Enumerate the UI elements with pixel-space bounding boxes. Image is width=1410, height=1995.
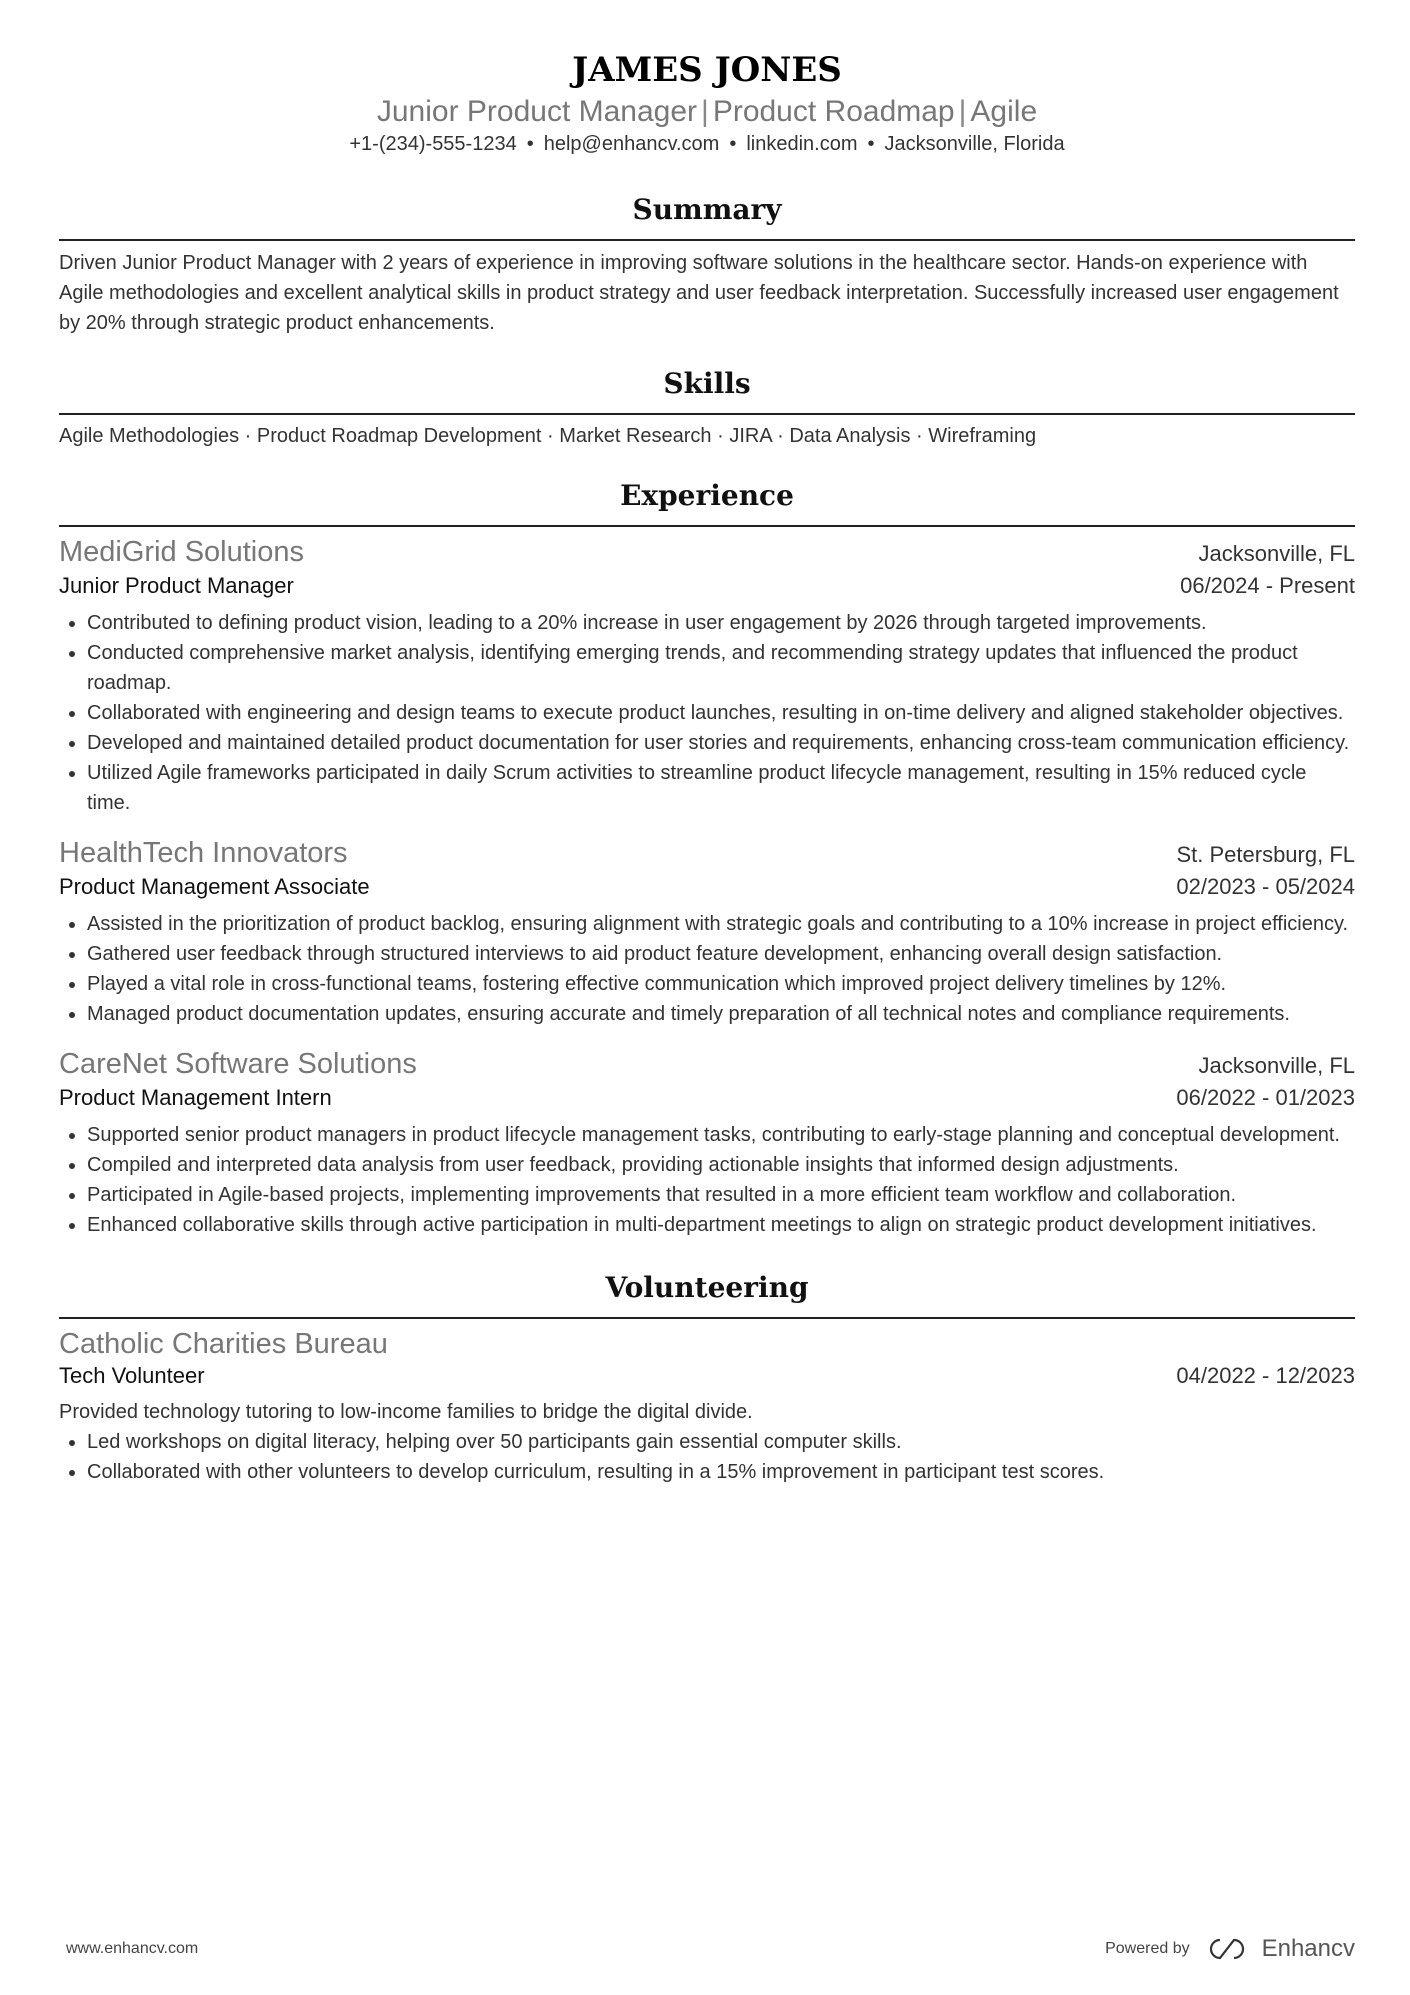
phone: +1-(234)-555-1234 bbox=[349, 133, 517, 155]
job-dates: 06/2024 - Present bbox=[1180, 573, 1355, 598]
bullet: • Developed and maintained detailed product documentation for user stories and requirements, enhancing cross-team communication efficiency. bbox=[87, 728, 1355, 758]
bullet: • Collaborated with other volunteers to develop curriculum, resulting in a 15% improvement in participant test scores. bbox=[87, 1457, 1355, 1487]
job-location: Jacksonville, FL bbox=[1198, 541, 1355, 566]
bullet: • Played a vital role in cross-functional teams, fostering effective communication which improved project delivery timelines by 12%. bbox=[87, 969, 1355, 999]
headline-title: Junior Product Manager bbox=[376, 95, 698, 128]
job-bullets bbox=[59, 608, 1355, 818]
resume-page bbox=[59, 48, 1355, 1487]
bullet: • Collaborated with engineering and design teams to execute product launches, resulting in on-time delivery and aligned stakeholder objectives. bbox=[87, 698, 1355, 728]
job-title: Junior Product Manager bbox=[59, 573, 294, 598]
bullet: • Managed product documentation updates, ensuring accurate and timely preparation of all technical notes and compliance requirements. bbox=[87, 999, 1355, 1029]
brand-name: Enhancv bbox=[1261, 1935, 1355, 1962]
volunteer-bullets bbox=[59, 1427, 1355, 1487]
bullet: • Led workshops on digital literacy, helping over 50 participants gain essential computer skills. bbox=[87, 1427, 1355, 1457]
bullet: • Gathered user feedback through structured interviews to aid product feature development, enhancing overall design satisfaction. bbox=[87, 939, 1355, 969]
job-dates: 02/2023 - 05/2024 bbox=[1176, 874, 1355, 899]
job-dates: 06/2022 - 01/2023 bbox=[1176, 1085, 1355, 1110]
bullet: • Supported senior product managers in product lifecycle management tasks, contributing to early-stage planning and conceptual development. bbox=[87, 1120, 1355, 1150]
volunteer-entry bbox=[59, 1327, 1355, 1487]
volunteer-org: Catholic Charities Bureau bbox=[59, 1328, 388, 1360]
summary-heading: Summary bbox=[59, 190, 1355, 241]
bullet: • Utilized Agile frameworks participated in daily Scrum activities to streamline product lifecycle management, resulting in 15% reduced cycle time. bbox=[87, 758, 1355, 818]
bullet: • Enhanced collaborative skills through active participation in multi-department meetings to align on strategic product development initiatives. bbox=[87, 1210, 1355, 1240]
company-name: MediGrid Solutions bbox=[59, 536, 304, 568]
experience-list bbox=[59, 535, 1355, 1240]
experience-heading: Experience bbox=[59, 476, 1355, 527]
headline-title: Agile bbox=[970, 95, 1038, 128]
email-link[interactable]: help@enhancv.com bbox=[543, 133, 720, 155]
job-title: Product Management Associate bbox=[59, 874, 370, 899]
volunteer-dates: 04/2022 - 12/2023 bbox=[1176, 1363, 1355, 1388]
website-link[interactable]: www.enhancv.com bbox=[66, 1940, 199, 1957]
bullet: • Compiled and interpreted data analysis from user feedback, providing actionable insights that informed design adjustments. bbox=[87, 1150, 1355, 1180]
candidate-name: JAMES JONES bbox=[572, 50, 842, 90]
headline: Junior Product Manager | Product Roadmap | Agile bbox=[376, 95, 1038, 128]
bullet: • Conducted comprehensive market analysis, identifying emerging trends, and recommending strategy updates that influenced the product roadmap. bbox=[87, 638, 1355, 698]
powered-by-label: Powered by bbox=[1105, 1940, 1190, 1957]
job-entry bbox=[59, 836, 1355, 1029]
volunteer-description: Provided technology tutoring to low-income families to bridge the digital divide. bbox=[59, 1401, 753, 1423]
job-bullets bbox=[59, 1120, 1355, 1240]
job-bullets bbox=[59, 909, 1355, 1029]
location: Jacksonville, Florida bbox=[884, 133, 1065, 155]
job-entry bbox=[59, 1047, 1355, 1240]
company-name: CareNet Software Solutions bbox=[59, 1048, 417, 1080]
enhancv-logo-icon bbox=[1204, 1936, 1248, 1962]
job-title: Product Management Intern bbox=[59, 1085, 332, 1110]
skills-heading: Skills bbox=[59, 364, 1355, 415]
powered-by bbox=[1105, 1935, 1355, 1963]
headline-title: Product Roadmap bbox=[712, 95, 955, 128]
volunteer-role: Tech Volunteer bbox=[59, 1363, 205, 1388]
bullet: • Participated in Agile-based projects, implementing improvements that resulted in a more efficient team workflow and collaboration. bbox=[87, 1180, 1355, 1210]
company-name: HealthTech Innovators bbox=[59, 837, 348, 869]
bullet: • Assisted in the prioritization of product backlog, ensuring alignment with strategic goals and contributing to a 10% increase in project efficiency. bbox=[87, 909, 1355, 939]
contact-info: +1-(234)-555-1234 • help@enhancv.com • linkedin.com • Jacksonville, Florida bbox=[349, 133, 1065, 155]
summary-text: Driven Junior Product Manager with 2 years of experience in improving software solutions in the healthcare sector. Hands-on experience with Agile methodologies and excellent analytical skills in product strategy and user feedback interpretation. Successfully increased user engagement by 20% through strategic product enhancements. bbox=[59, 252, 1339, 334]
footer bbox=[66, 1935, 1355, 1963]
job-location: St. Petersburg, FL bbox=[1176, 842, 1355, 867]
volunteering-heading: Volunteering bbox=[59, 1268, 1355, 1319]
linkedin-link[interactable]: linkedin.com bbox=[746, 133, 858, 155]
job-entry bbox=[59, 535, 1355, 818]
skills-list: Agile Methodologies · Product Roadmap Development · Market Research · JIRA · Data Analysis · Wireframing bbox=[59, 425, 1037, 447]
job-location: Jacksonville, FL bbox=[1198, 1053, 1355, 1078]
bullet: • Contributed to defining product vision, leading to a 20% increase in user engagement by 2026 through targeted improvements. bbox=[87, 608, 1355, 638]
